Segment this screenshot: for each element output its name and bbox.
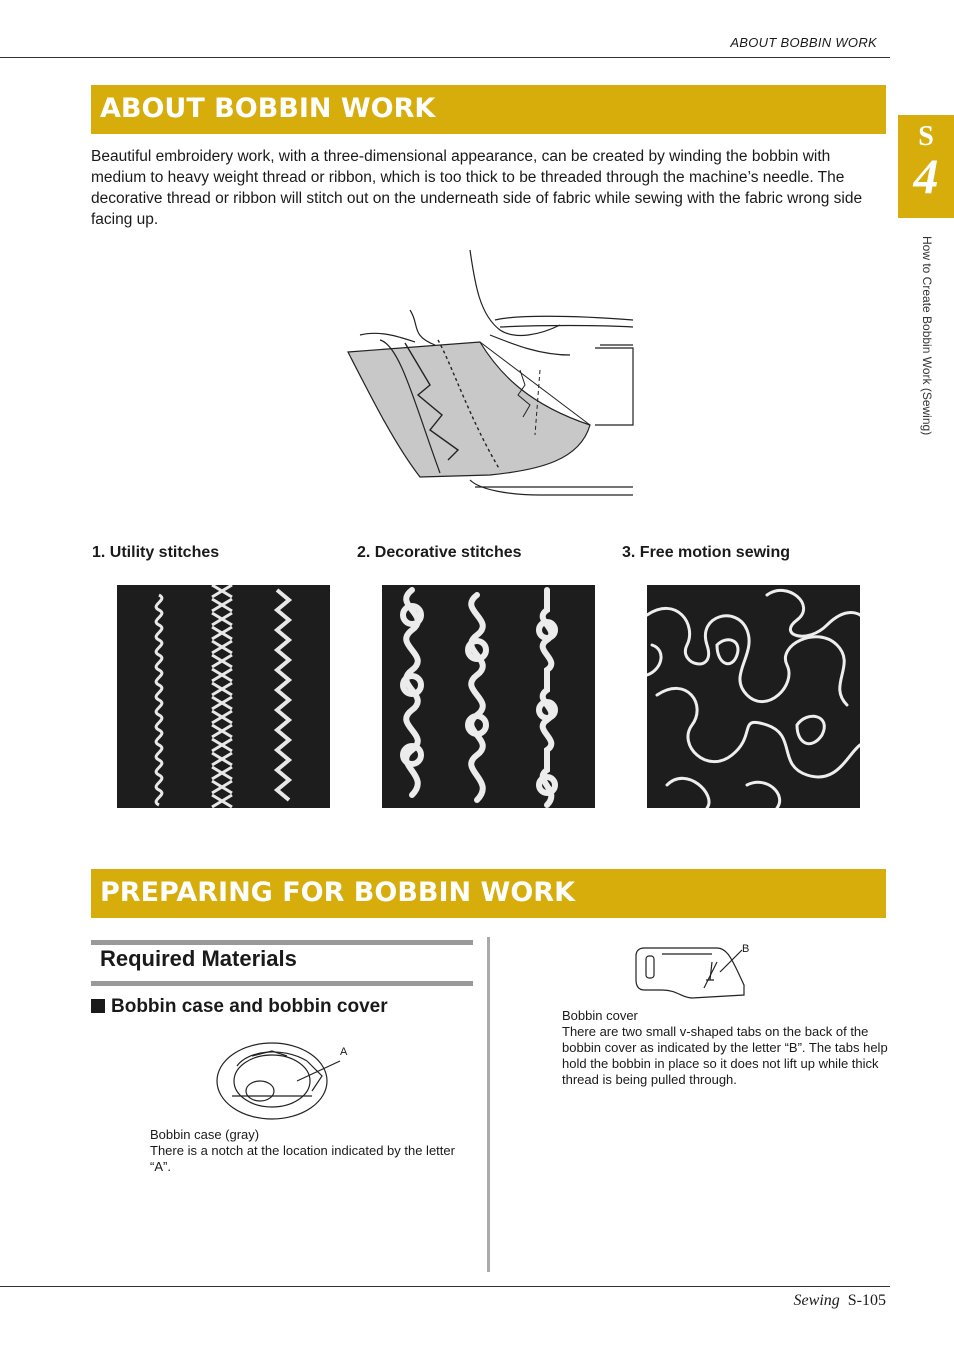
column-divider <box>487 937 490 1272</box>
caption-free-motion-sewing: 3. Free motion sewing <box>622 544 791 561</box>
callout-a: A <box>340 1046 348 1058</box>
chapter-tab <box>898 115 954 218</box>
bobbin-case-caption: Bobbin case (gray) There is a notch at the location indicated by the letter “A”. <box>150 1127 455 1174</box>
subsection-top-bar <box>91 940 473 945</box>
chapter-letter: S <box>918 121 934 152</box>
callout-b: B <box>742 943 750 955</box>
sewing-machine-illustration <box>340 245 640 500</box>
item-heading: Bobbin case and bobbin cover <box>91 996 388 1018</box>
side-chapter-title: How to Create Bobbin Work (Sewing) <box>920 236 934 436</box>
page-number: S-105 <box>847 1292 886 1309</box>
free-motion-sewing-photo <box>647 585 860 808</box>
decorative-stitches-photo <box>382 585 595 808</box>
intro-paragraph: Beautiful embroidery work, with a three-dimensional appearance, can be created by winding the bobbin with medium to heavy weight thread or ribbon, which is too thick to be threaded through the machine’s needle. The decorative thread or ribbon will stitch out on the underneath side of fabric while sewing with the fabric wrong side facing up. <box>91 148 863 228</box>
running-header: ABOUT BOBBIN WORK <box>730 35 877 50</box>
bobbin-cover-caption: Bobbin cover There are two small v-shaped tabs on the back of the bobbin cover as indicated by the letter “B”. The tabs help hold the bobbin in place so it does not lift up while thick thread is being pulled through. <box>562 1008 888 1087</box>
chapter-number: 4 <box>913 148 939 204</box>
section-title-about: ABOUT BOBBIN WORK <box>91 85 886 134</box>
utility-stitches-photo <box>117 585 330 808</box>
section-title-preparing: PREPARING FOR BOBBIN WORK <box>91 869 886 918</box>
subsection-title: Required Materials <box>100 946 297 971</box>
caption-utility-stitches: 1. Utility stitches <box>92 544 220 561</box>
bobbin-cover-illustration <box>632 940 757 1005</box>
square-bullet-icon <box>91 999 105 1013</box>
bobbin-case-illustration <box>212 1036 352 1122</box>
caption-decorative-stitches: 2. Decorative stitches <box>357 544 522 561</box>
header-rule <box>0 57 890 58</box>
page-footer: Sewing S-105 <box>793 1292 886 1309</box>
subsection-bottom-bar <box>91 981 473 986</box>
footer-rule <box>0 1286 890 1287</box>
